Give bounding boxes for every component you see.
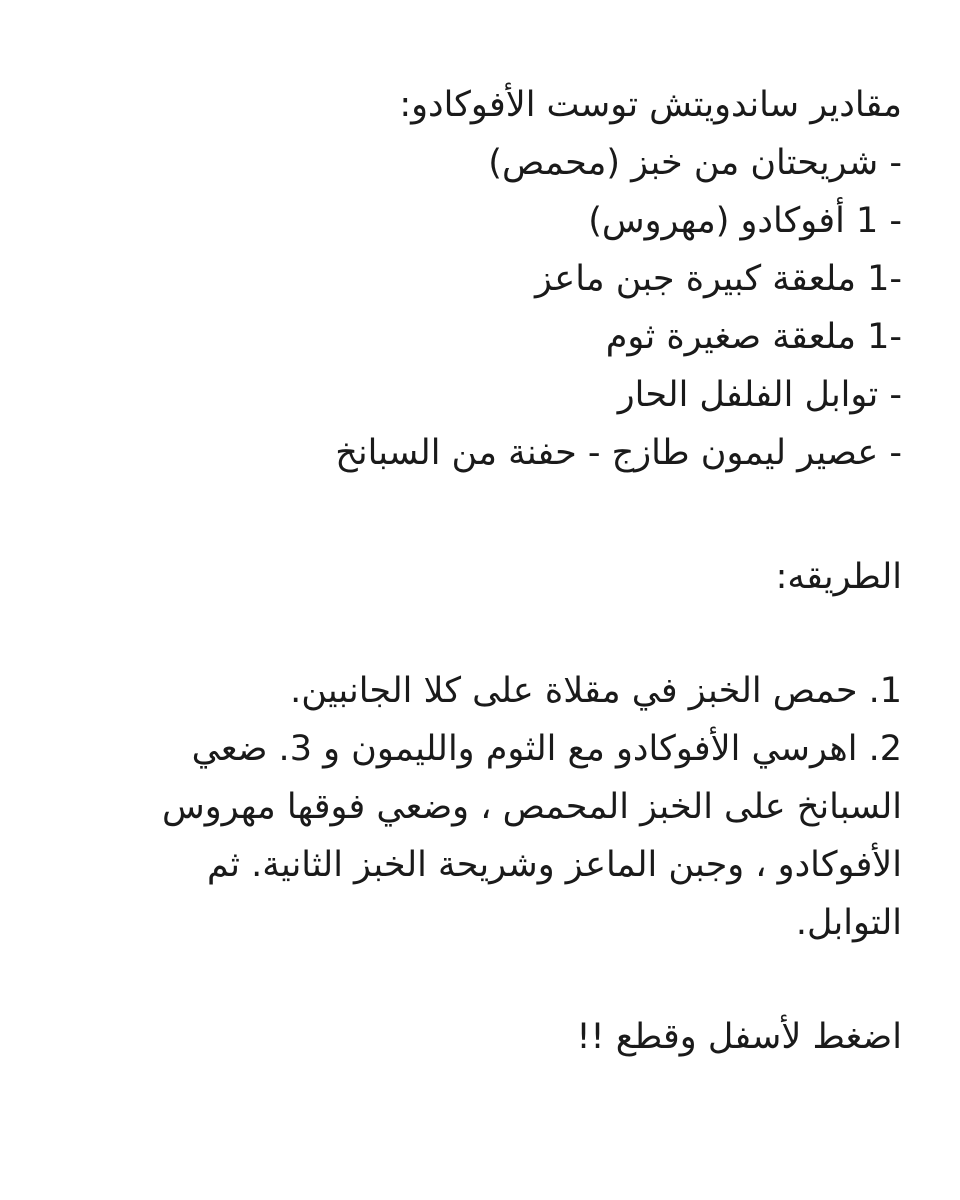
- ingredients-title: مقادير ساندويتش توست الأفوكادو:: [399, 85, 902, 125]
- method-step: 2. اهرسي الأفوكادو مع الثوم والليمون و 3. ضعي السبانخ على الخبز المحمص ، وضعي فوقها مهروس الأفوكادو ، وجبن الماعز وشريحة الخبز الثانية. ثم التوابل.: [161, 729, 902, 943]
- footer-text: اضغط لأسفل وقطع !!: [576, 1017, 902, 1057]
- ingredient-item: -1 ملعقة كبيرة جبن ماعز: [535, 259, 902, 299]
- ingredient-item: - توابل الفلفل الحار: [617, 375, 902, 415]
- ingredient-item: -1 ملعقة صغيرة ثوم: [605, 317, 902, 357]
- method-steps: [92, 662, 902, 952]
- recipe-note: [92, 76, 902, 1066]
- method-step: 1. حمص الخبز في مقلاة على كلا الجانبين.: [290, 671, 902, 711]
- ingredient-item: - 1 أفوكادو (مهروس): [588, 201, 902, 241]
- ingredient-item: - عصير ليمون طازج - حفنة من السبانخ: [335, 433, 902, 473]
- method-title: الطريقه:: [775, 557, 902, 597]
- blank-line: [92, 482, 902, 540]
- ingredient-item: - شريحتان من خبز (محمص): [488, 143, 902, 183]
